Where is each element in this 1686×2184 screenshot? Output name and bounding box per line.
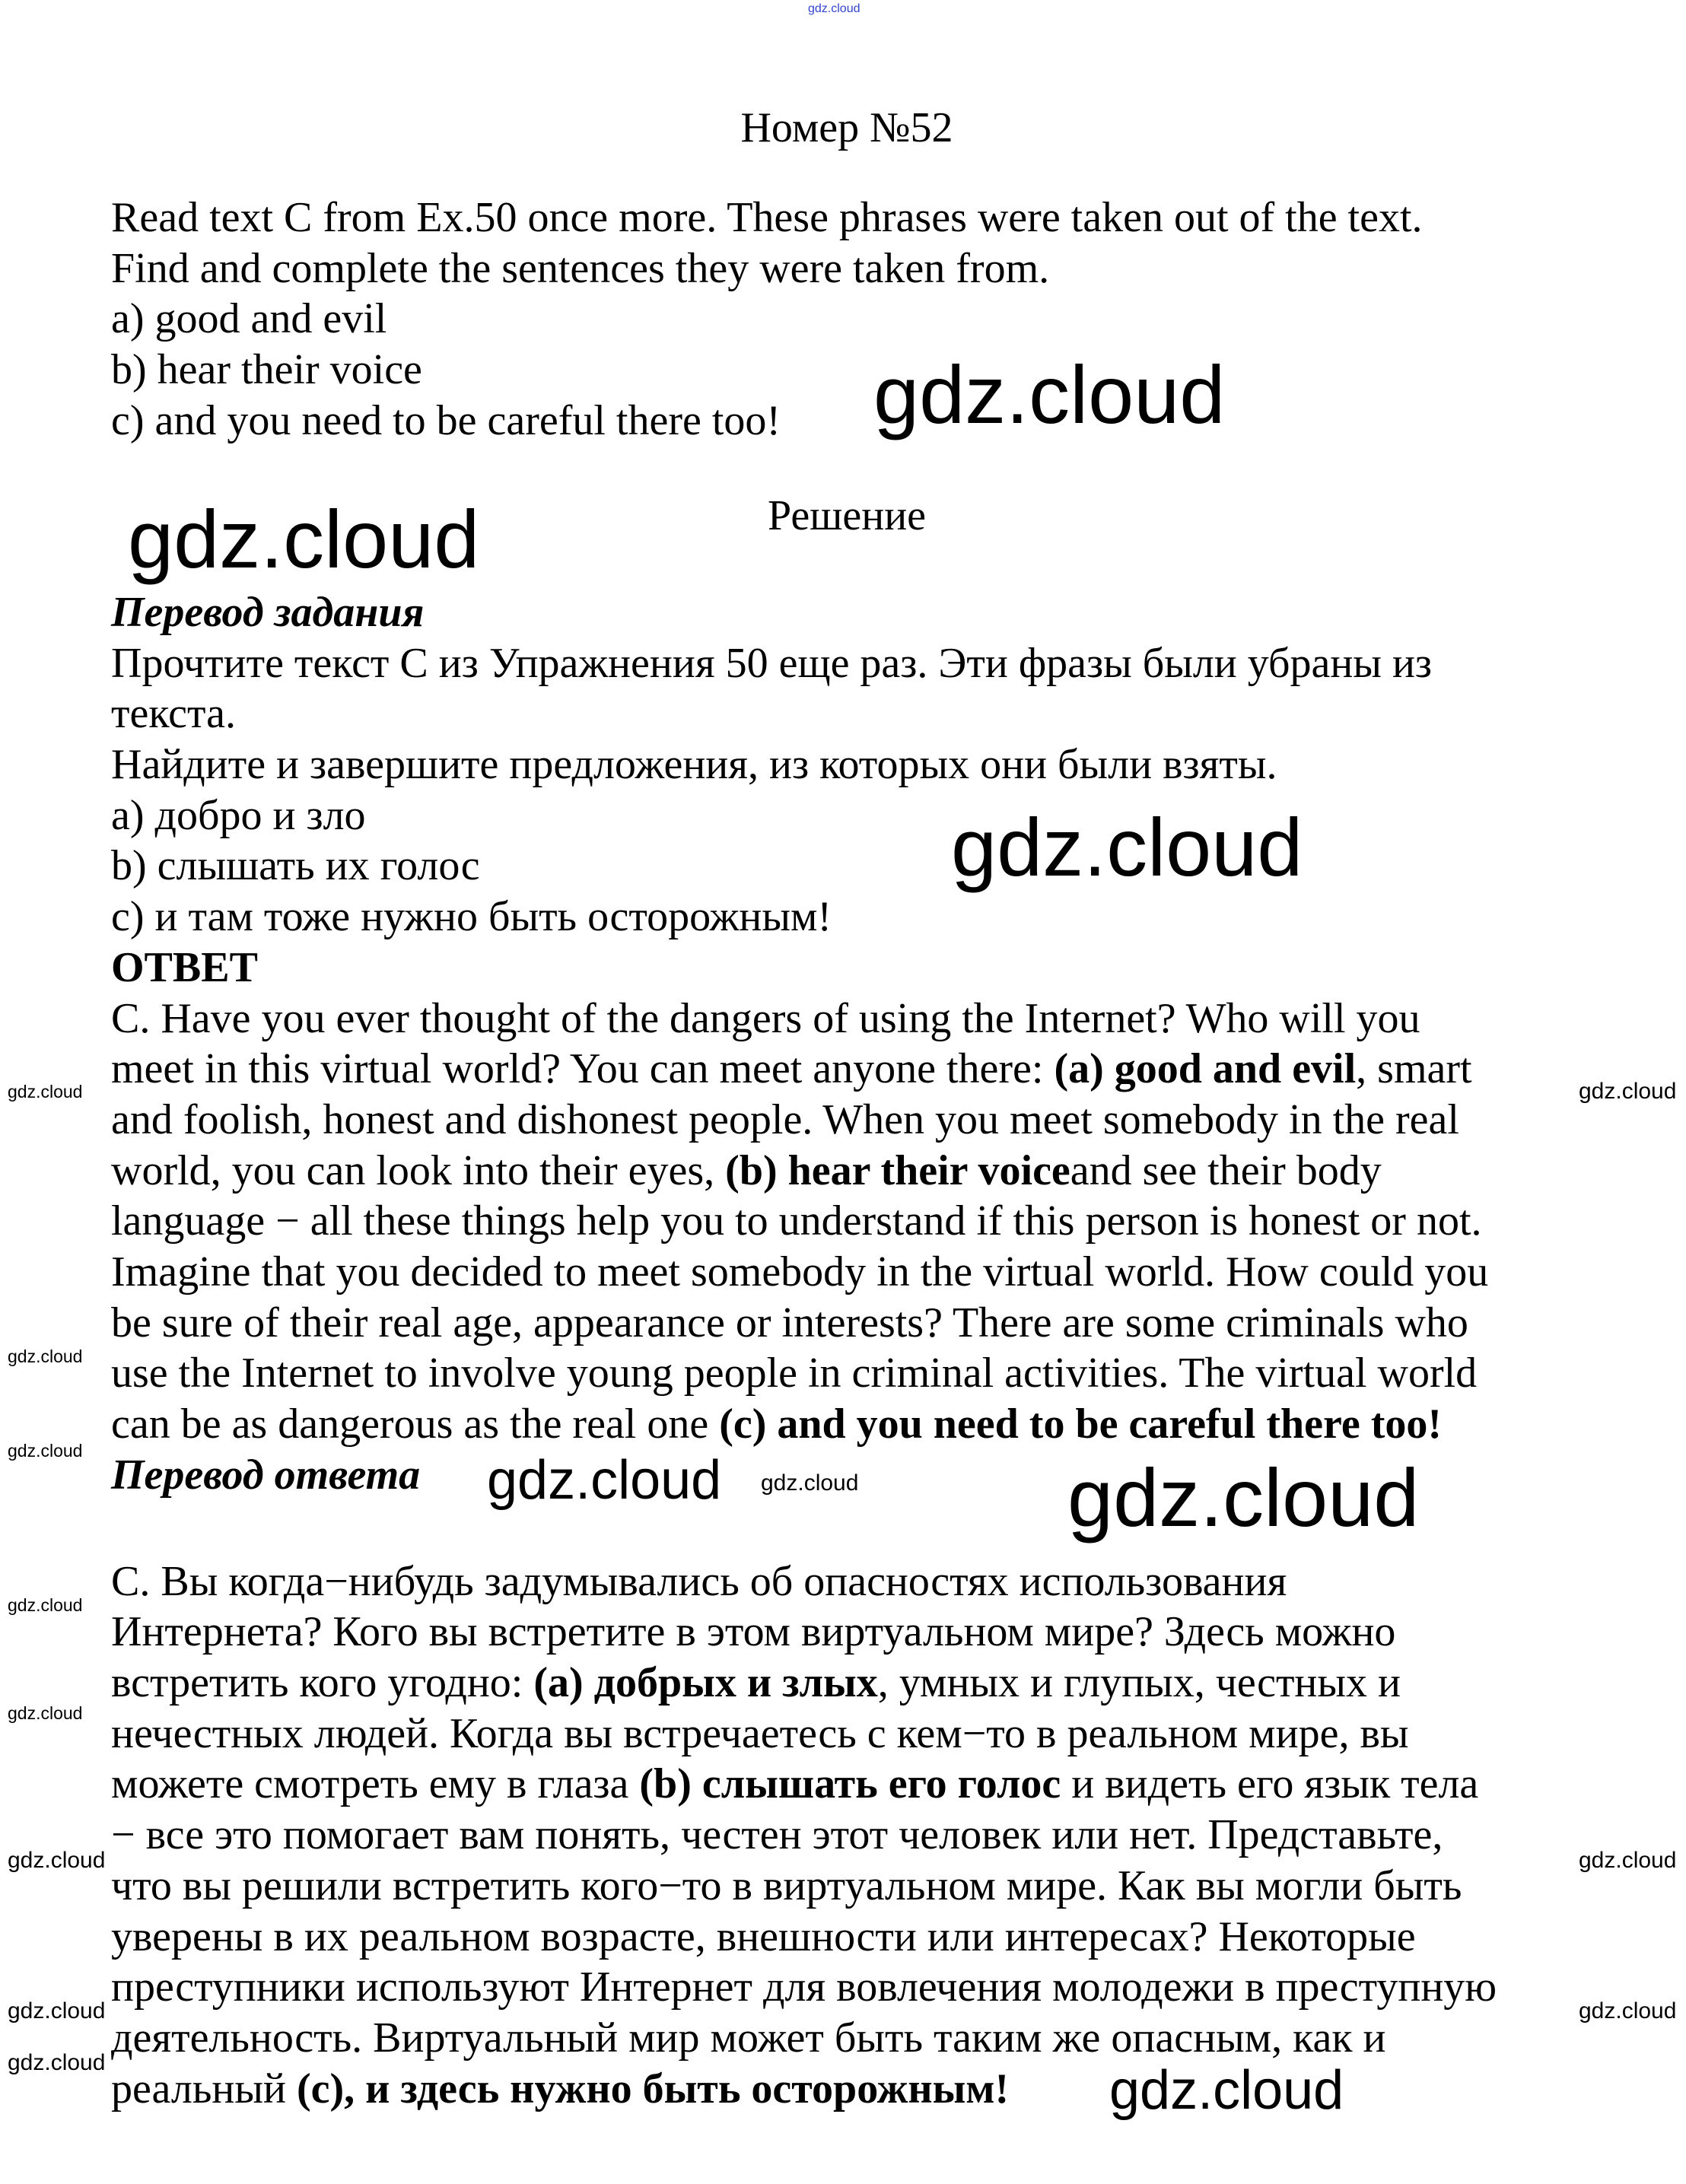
- text-line: [111, 1196, 1497, 1247]
- watermark-small: gdz.cloud: [1579, 1848, 1677, 1873]
- watermark-small: gdz.cloud: [761, 1470, 859, 1496]
- watermark: gdz.cloud: [1067, 1451, 1420, 1543]
- text-line: [111, 1556, 1497, 1607]
- text-line: [111, 294, 1423, 345]
- watermark: gdz.cloud: [873, 348, 1226, 440]
- emphasized-text: (c), и здесь нужно быть осторожным!: [296, 2065, 1010, 2112]
- text-segment: C. Have you ever thought of the dangers of using the Internet? Who will you: [111, 994, 1420, 1042]
- text-line: [111, 1658, 1497, 1709]
- text-segment: c) и там тоже нужно быть осторожным!: [111, 893, 832, 941]
- text-line: [111, 1861, 1497, 1912]
- watermark-small: gdz.cloud: [8, 1346, 83, 1366]
- text-line: [111, 1348, 1497, 1399]
- emphasized-text: ОТВЕТ: [111, 943, 258, 991]
- text-segment: можете смотреть ему в глаза: [111, 1760, 640, 1808]
- watermark-small: gdz.cloud: [8, 1703, 83, 1723]
- text-segment: a) good and evil: [111, 295, 387, 343]
- text-line: [111, 345, 1423, 396]
- page-title: Номер №52: [740, 104, 953, 151]
- text-line: [111, 396, 1423, 447]
- text-segment: a) добро и зло: [111, 791, 366, 839]
- text-segment: world, you can look into their eyes,: [111, 1146, 726, 1194]
- text-segment: Imagine that you decided to meet somebody in the virtual world. How could you: [111, 1248, 1489, 1295]
- text-segment: Прочтите текст С из Упражнения 50 еще раз. Эти фразы были убраны из: [111, 639, 1433, 687]
- watermark: gdz.cloud: [951, 801, 1303, 893]
- text-segment: use the Internet to involve young people in criminal activities. The virtual world: [111, 1350, 1478, 1397]
- watermark: gdz.cloud: [487, 1450, 722, 1511]
- text-line: [111, 243, 1423, 294]
- emphasized-text: (b) слышать его голос: [639, 1760, 1061, 1808]
- text-segment: деятельность. Виртуальный мир может быть таким же опасным, как и: [111, 2014, 1386, 2062]
- text-segment: Интернета? Кого вы встретите в этом виртуальном мире? Здесь можно: [111, 1608, 1396, 1656]
- text-segment: can be as dangerous as the real one: [111, 1400, 720, 1448]
- text-segment: , smart: [1356, 1045, 1472, 1093]
- text-segment: and see their body: [1070, 1146, 1382, 1194]
- text-line: [111, 1759, 1497, 1810]
- watermark-small: gdz.cloud: [8, 1082, 83, 1102]
- text-line: [111, 1044, 1497, 1095]
- emphasized-text: (c) and you need to be careful there too!: [719, 1400, 1442, 1448]
- text-line: [111, 688, 1497, 739]
- watermark-small: gdz.cloud: [8, 1595, 83, 1615]
- watermark-top: gdz.cloud: [808, 2, 860, 15]
- text-line: [111, 1912, 1497, 1963]
- watermark-small: gdz.cloud: [8, 1998, 106, 2023]
- text-line: [111, 2013, 1497, 2064]
- text-segment: , умных и глупых, честных и: [877, 1659, 1401, 1707]
- watermark-small: gdz.cloud: [8, 1848, 106, 1873]
- text-segment: преступники используют Интернет для вовлечения молодежи в преступную: [111, 1963, 1497, 2011]
- text-line: [111, 1146, 1497, 1197]
- text-segment: Read text C from Ex.50 once more. These phrases were taken out of the text.: [111, 194, 1423, 241]
- watermark: gdz.cloud: [128, 493, 480, 585]
- text-line: [111, 1247, 1497, 1298]
- text-line: [111, 739, 1497, 790]
- text-line: [111, 1298, 1497, 1349]
- text-segment: language − all these things help you to understand if this person is honest or not.: [111, 1197, 1482, 1245]
- emphasized-text: Перевод ответа: [111, 1451, 421, 1499]
- text-segment: b) hear their voice: [111, 346, 422, 394]
- text-segment: b) слышать их голос: [111, 842, 480, 890]
- text-segment: be sure of their real age, appearance or interests? There are some criminals who: [111, 1299, 1468, 1346]
- text-line: [111, 1607, 1497, 1658]
- text-line: [111, 1095, 1497, 1146]
- emphasized-text: (b) hear their voice: [725, 1146, 1070, 1194]
- text-line: [111, 1709, 1497, 1760]
- emphasized-text: (a) good and evil: [1054, 1045, 1357, 1093]
- text-line: [111, 1962, 1497, 2013]
- task-text: [111, 192, 1423, 446]
- text-line: [111, 587, 1497, 638]
- text-segment: и видеть его язык тела: [1061, 1760, 1479, 1808]
- emphasized-text: Перевод задания: [111, 589, 425, 636]
- text-segment: текста.: [111, 690, 237, 738]
- text-line: [111, 1399, 1497, 1450]
- watermark: gdz.cloud: [1109, 2060, 1344, 2121]
- text-segment: встретить кого угодно:: [111, 1659, 534, 1707]
- solution-heading: Решение: [767, 492, 927, 539]
- text-segment: нечестных людей. Когда вы встречаетесь с кем−то в реальном мире, вы: [111, 1709, 1409, 1757]
- text-segment: Найдите и завершите предложения, из которых они были взяты.: [111, 741, 1277, 789]
- watermark-small: gdz.cloud: [8, 2050, 106, 2075]
- text-line: [111, 892, 1497, 943]
- text-line: [111, 943, 1497, 993]
- text-segment: meet in this virtual world? You can meet anyone there:: [111, 1045, 1055, 1093]
- watermark-small: gdz.cloud: [1579, 1998, 1677, 2023]
- text-segment: С. Вы когда−нибудь задумывались об опасностях использования: [111, 1557, 1287, 1605]
- watermark-small: gdz.cloud: [1579, 1079, 1677, 1104]
- watermark-small: gdz.cloud: [8, 1441, 83, 1461]
- emphasized-text: (a) добрых и злых: [533, 1659, 878, 1707]
- text-segment: − все это помогает вам понять, честен этот человек или нет. Представьте,: [111, 1811, 1443, 1859]
- text-segment: and foolish, honest and dishonest people. When you meet somebody in the real: [111, 1095, 1459, 1143]
- text-segment: уверены в их реальном возрасте, внешности или интересах? Некоторые: [111, 1912, 1416, 1960]
- text-segment: реальный: [111, 2065, 297, 2112]
- text-segment: c) and you need to be careful there too!: [111, 396, 781, 444]
- text-line: [111, 192, 1423, 243]
- text-segment: Find and complete the sentences they were taken from.: [111, 244, 1050, 292]
- text-line: [111, 638, 1497, 689]
- text-segment: что вы решили встретить кого−то в виртуальном мире. Как вы могли быть: [111, 1861, 1462, 1909]
- text-line: [111, 993, 1497, 1044]
- text-line: [111, 1810, 1497, 1861]
